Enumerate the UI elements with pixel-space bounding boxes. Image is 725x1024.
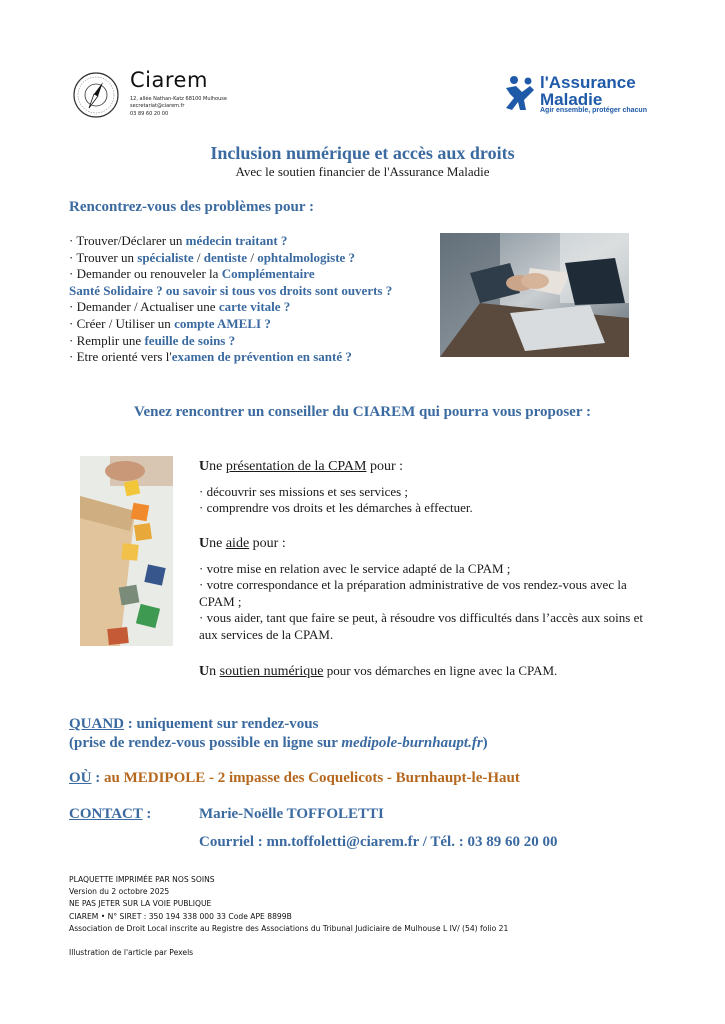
list-item: · Remplir une feuille de soins ? — [69, 332, 236, 348]
footer-line: Version du 2 octobre 2025 — [69, 887, 170, 897]
problems-list — [69, 233, 392, 366]
ciarem-email: secretariat@ciarem.fr — [130, 103, 185, 109]
ciarem-name: Ciarem — [130, 68, 208, 92]
list-item: · découvrir ses missions et ses services ; — [199, 483, 409, 499]
where-address: au MEDIPOLE - 2 impasse des Coquelicots - Burnhaupt-le-Haut — [104, 770, 520, 786]
assurance-maladie-name — [540, 74, 636, 108]
offer-soutien — [199, 663, 659, 681]
list-item: Santé Solidaire ? ou savoir si tous vos droits sont ouverts ? — [69, 282, 393, 298]
footer-line — [69, 935, 508, 947]
am-name-line2: Maladie — [540, 90, 603, 109]
contact-label-block: CONTACT : — [69, 806, 152, 822]
assurance-maladie-logo-icon — [500, 72, 540, 112]
ciarem-logo-icon — [70, 70, 122, 120]
footer-line: Association de Droit Local inscrite au Registre des Associations du Tribunal Judiciaire de Mulhouse L IV/ (54) folio 21 — [69, 923, 509, 933]
advisor-heading: Venez rencontrer un conseiller du CIAREM qui pourra vous proposer : — [134, 404, 591, 420]
offer-aide — [199, 536, 659, 643]
list-item: · Demander ou renouveler la Complémentaire — [69, 266, 315, 282]
when-block: QUAND : uniquement sur rendez-vous (prise de rendez-vous possible en ligne sur medipole-burnhaupt.fr) — [69, 716, 488, 751]
contact-name: Marie-Noëlle TOFFOLETTI — [199, 806, 384, 822]
offer-aide-heading: Une aide pour : — [199, 536, 286, 551]
contact-label: CONTACT — [69, 806, 143, 822]
am-name-line1: l'Assurance — [540, 73, 636, 92]
ciarem-address: 12, allée Nathan-Katz 68100 Mulhouse — [130, 96, 227, 102]
list-item: · Trouver un spécialiste / dentiste / ophtalmologiste ? — [69, 249, 356, 265]
list-item: · vous aider, tant que faire se peut, à résoudre vos difficultés dans l’accès aux soins et aux services de la CPAM. — [199, 610, 643, 642]
list-item: · Etre orienté vers l'examen de prévention en santé ? — [69, 349, 352, 365]
handshake-photo — [440, 233, 629, 357]
where-block: OÙ : au MEDIPOLE - 2 impasse des Coquelicots - Burnhaupt-le-Haut — [69, 770, 520, 786]
when-label: QUAND — [69, 716, 124, 732]
when-text: : uniquement sur rendez-vous — [124, 716, 319, 732]
assurance-maladie-tagline: Agir ensemble, protéger chacun — [540, 107, 647, 114]
offer-presentation — [199, 459, 659, 517]
footer-line: Illustration de l'article par Pexels — [69, 948, 194, 958]
list-item: · comprendre vos droits et les démarches à effectuer. — [199, 500, 473, 515]
page-title: Inclusion numérique et accès aux droits — [210, 143, 515, 163]
footer — [69, 874, 508, 959]
problems-heading: Rencontrez-vous des problèmes pour : — [69, 199, 314, 215]
contact-email-phone[interactable]: Courriel : mn.toffoletti@ciarem.fr / Tél. : 03 89 60 20 00 — [199, 834, 558, 850]
list-item: · votre mise en relation avec le service adapté de la CPAM ; — [199, 560, 511, 576]
footer-line: NE PAS JETER SUR LA VOIE PUBLIQUE — [69, 899, 212, 909]
letter-blocks-photo — [80, 456, 173, 646]
footer-line: CIAREM • N° SIRET : 350 194 338 000 33 Code APE 8899B — [69, 911, 292, 921]
list-item: · Créer / Utiliser un compte AMELI ? — [69, 315, 271, 331]
footer-line: PLAQUETTE IMPRIMÉE PAR NOS SOINS — [69, 875, 215, 884]
booking-site-link[interactable]: medipole-burnhaupt.fr — [341, 735, 483, 751]
list-item: · Trouver/Déclarer un médecin traitant ? — [69, 233, 288, 248]
ciarem-phone: 03 89 60 20 00 — [130, 111, 169, 117]
offer-soutien-heading: Un soutien numérique pour vos démarches en ligne avec la CPAM. — [199, 663, 558, 679]
list-item: · votre correspondance et la préparation administrative de vos rendez-vous avec la CPAM ; — [199, 577, 627, 609]
list-item: · Demander / Actualiser une carte vitale ? — [69, 299, 291, 315]
page-subtitle: Avec le soutien financier de l'Assurance Maladie — [235, 164, 490, 179]
where-label: OÙ — [69, 770, 92, 786]
offer-presentation-heading: Une présentation de la CPAM pour : — [199, 459, 404, 474]
